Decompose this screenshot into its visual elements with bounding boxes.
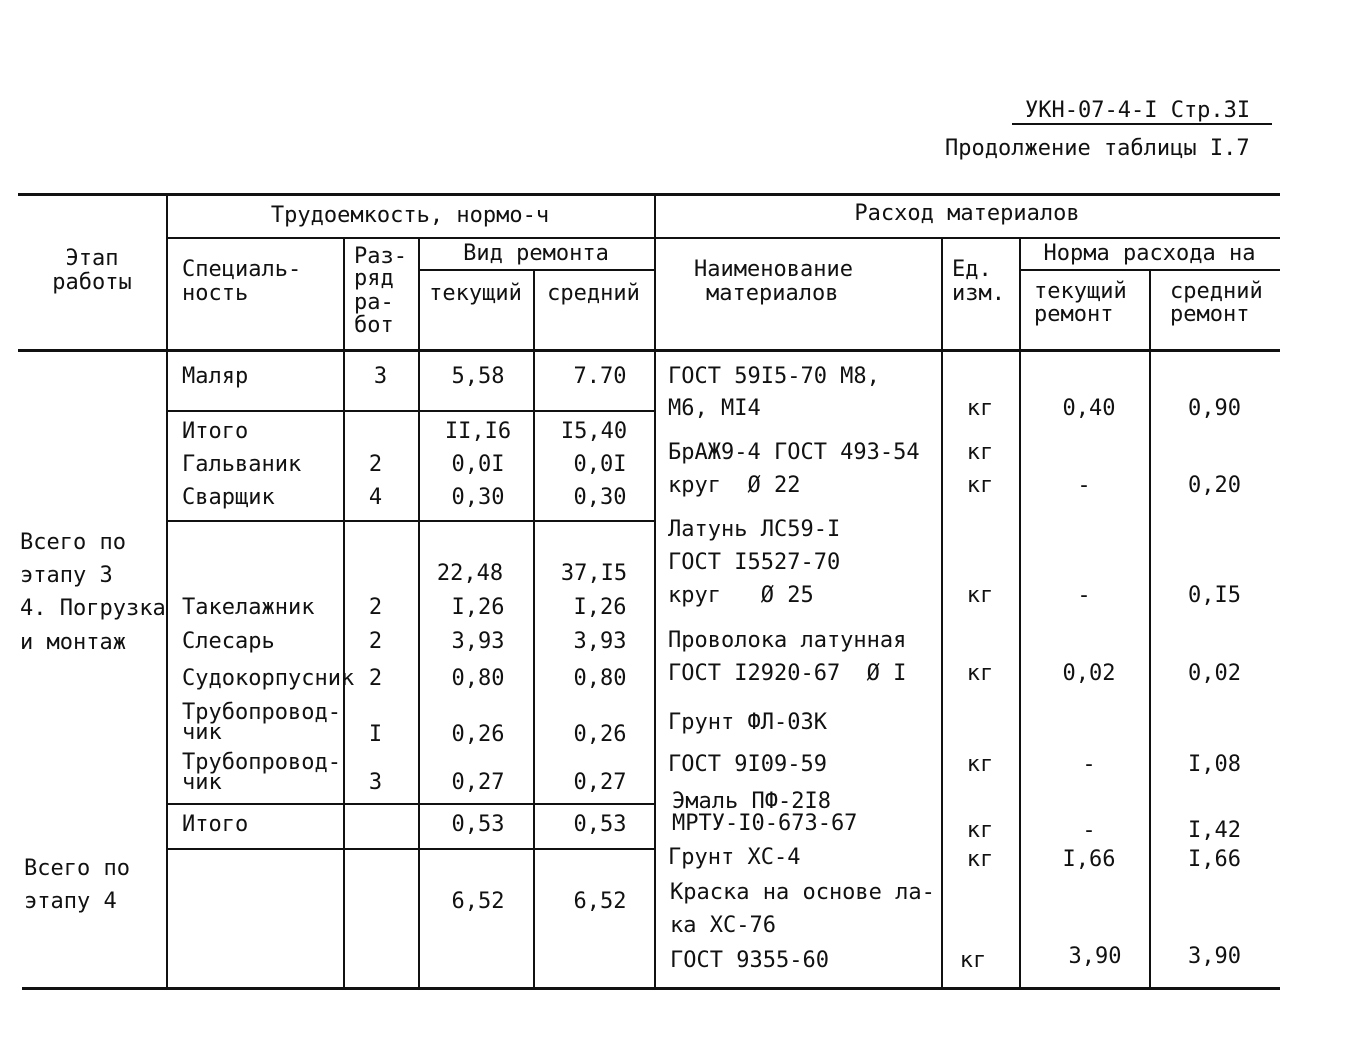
material-unit: кг xyxy=(966,847,994,872)
material-norm-current: - xyxy=(1077,473,1091,498)
labor-spec: чик xyxy=(182,720,222,745)
material-unit: кг xyxy=(966,752,994,777)
header-specialty-2: ность xyxy=(182,281,249,306)
material-norm-medium: I,08 xyxy=(1188,752,1241,777)
material-name: Проволока латунная xyxy=(668,628,907,653)
labor-current: 22,48 xyxy=(436,561,504,586)
labor-medium: 0,26 xyxy=(573,722,627,747)
header-materials: Расход материалов xyxy=(854,201,1080,226)
material-norm-current: - xyxy=(1082,818,1096,843)
labor-current: 6,52 xyxy=(451,889,505,914)
labor-current: 0,0I xyxy=(451,452,505,477)
labor-grade: I xyxy=(368,722,383,747)
code-underline xyxy=(1012,123,1272,125)
labor-spec: Слесарь xyxy=(182,629,275,654)
material-norm-current: I,66 xyxy=(1062,847,1116,872)
material-name: Эмаль ПФ-2I8 xyxy=(672,789,831,814)
labor-medium: 0,0I xyxy=(573,452,627,477)
header-norm-medium-1: средний xyxy=(1170,279,1263,304)
material-name: Краска на основе ла- xyxy=(670,880,935,905)
labor-spec: чик xyxy=(182,770,222,795)
header-repair-type: Вид ремонта xyxy=(463,241,609,266)
header-grade-4: бот xyxy=(354,313,394,338)
material-norm-current: 3,90 xyxy=(1068,944,1122,969)
material-name: БрАЖ9-4 ГОСТ 493-54 xyxy=(668,440,920,465)
header-grade-3: ра- xyxy=(354,290,394,315)
stage-4-title-1: 4. Погрузка xyxy=(20,596,166,621)
header-labor: Трудоемкость, нормо-ч xyxy=(270,203,550,228)
header-unit-2: изм. xyxy=(952,281,1005,306)
header-norm: Норма расхода на xyxy=(1043,241,1256,266)
material-name: Грунт ФЛ-03К xyxy=(668,710,827,735)
material-norm-medium: I,42 xyxy=(1188,818,1241,843)
material-name: Грунт ХС-4 xyxy=(668,845,801,870)
labor-medium: I,26 xyxy=(573,595,627,620)
labor-spec: Итого xyxy=(182,812,249,837)
header-norm-current-1: текущий xyxy=(1034,279,1127,304)
material-name: ка ХС-76 xyxy=(670,913,776,938)
labor-spec: Маляр xyxy=(182,364,249,389)
labor-spec: Сварщик xyxy=(182,485,275,510)
material-name: МРТУ-I0-673-67 xyxy=(672,811,858,836)
labor-current: I,26 xyxy=(451,595,505,620)
header-norm-medium-2: ремонт xyxy=(1170,302,1250,327)
labor-grade: 2 xyxy=(368,595,383,620)
header-grade-2: ряд xyxy=(354,266,394,291)
header-norm-current-2: ремонт xyxy=(1034,302,1114,327)
labor-medium: I5,40 xyxy=(560,419,628,444)
stage-3-total-1: Всего по xyxy=(20,530,126,555)
labor-grade: 2 xyxy=(368,666,383,691)
labor-current: 0,53 xyxy=(451,812,505,837)
document-code: УКН-07-4-I Стр.3I xyxy=(1025,98,1251,123)
material-norm-medium: 0,02 xyxy=(1188,661,1241,686)
material-norm-medium: I,66 xyxy=(1188,847,1241,872)
labor-medium: 0,27 xyxy=(573,770,627,795)
material-norm-current: - xyxy=(1077,583,1091,608)
material-norm-current: - xyxy=(1082,752,1096,777)
material-unit: кг xyxy=(959,948,987,973)
material-name: ГОСТ I5527-70 xyxy=(668,550,841,575)
labor-medium: 6,52 xyxy=(573,889,627,914)
labor-spec: Итого xyxy=(182,419,249,444)
stage-3-total-2: этапу 3 xyxy=(20,563,113,588)
material-name: М6, МI4 xyxy=(668,396,761,421)
labor-current: 0,27 xyxy=(451,770,505,795)
labor-grade: 2 xyxy=(368,452,383,477)
labor-current: 5,58 xyxy=(451,364,505,389)
stage-4-total-2: этапу 4 xyxy=(24,889,117,914)
material-unit: кг xyxy=(966,396,994,421)
labor-grade: 3 xyxy=(373,364,388,389)
labor-spec: Такелажник xyxy=(182,595,315,620)
header-stage-2: работы xyxy=(52,270,132,295)
material-unit: кг xyxy=(966,440,994,465)
labor-spec: Гальваник xyxy=(182,452,302,477)
header-medium: средний xyxy=(547,281,640,306)
header-unit-1: Ед. xyxy=(952,257,992,282)
labor-current: 0,80 xyxy=(451,666,505,691)
material-name: Латунь ЛС59-I xyxy=(668,517,841,542)
labor-medium: 3,93 xyxy=(573,629,627,654)
material-unit: кг xyxy=(966,473,994,498)
header-mat-name-2: материалов xyxy=(706,281,839,306)
header-grade-1: Раз- xyxy=(354,244,407,269)
stage-4-title-2: и монтаж xyxy=(20,630,126,655)
labor-medium: 37,I5 xyxy=(560,561,628,586)
material-name: ГОСТ 59I5-70 М8, xyxy=(668,364,880,389)
header-current: текущий xyxy=(429,281,522,306)
material-norm-medium: 3,90 xyxy=(1188,944,1241,969)
material-name: ГОСТ I2920-67 Ø I xyxy=(668,661,907,686)
labor-current: 0,30 xyxy=(451,485,505,510)
material-norm-current: 0,02 xyxy=(1062,661,1116,686)
material-norm-medium: 0,20 xyxy=(1188,473,1241,498)
material-unit: кг xyxy=(966,583,994,608)
continuation-label: Продолжение таблицы I.7 xyxy=(945,136,1250,161)
labor-medium: 0,30 xyxy=(573,485,627,510)
material-name: круг Ø 22 xyxy=(668,473,801,498)
labor-medium: 0,53 xyxy=(573,812,627,837)
material-norm-medium: 0,I5 xyxy=(1188,583,1241,608)
labor-grade: 4 xyxy=(368,485,383,510)
labor-current: 0,26 xyxy=(451,722,505,747)
stage-4-total-1: Всего по xyxy=(24,856,130,881)
material-name: ГОСТ 9I09-59 xyxy=(668,752,827,777)
labor-spec: Судокорпусник xyxy=(182,666,355,691)
labor-grade: 3 xyxy=(368,770,383,795)
material-name: ГОСТ 9355-60 xyxy=(670,948,829,973)
material-unit: кг xyxy=(966,661,994,686)
labor-current: 3,93 xyxy=(451,629,505,654)
material-name: круг Ø 25 xyxy=(668,583,814,608)
labor-spec: Трубопровод- xyxy=(182,700,341,725)
header-specialty-1: Специаль- xyxy=(182,257,302,282)
labor-spec: Трубопровод- xyxy=(182,750,341,775)
header-mat-name-1: Наименование xyxy=(694,257,853,282)
material-norm-medium: 0,90 xyxy=(1188,396,1241,421)
header-stage-1: Этап xyxy=(65,246,119,271)
material-unit: кг xyxy=(966,818,994,843)
labor-grade: 2 xyxy=(368,629,383,654)
labor-current: II,I6 xyxy=(444,419,512,444)
labor-medium: 0,80 xyxy=(573,666,627,691)
material-norm-current: 0,40 xyxy=(1062,396,1116,421)
labor-medium: 7.70 xyxy=(573,364,627,389)
